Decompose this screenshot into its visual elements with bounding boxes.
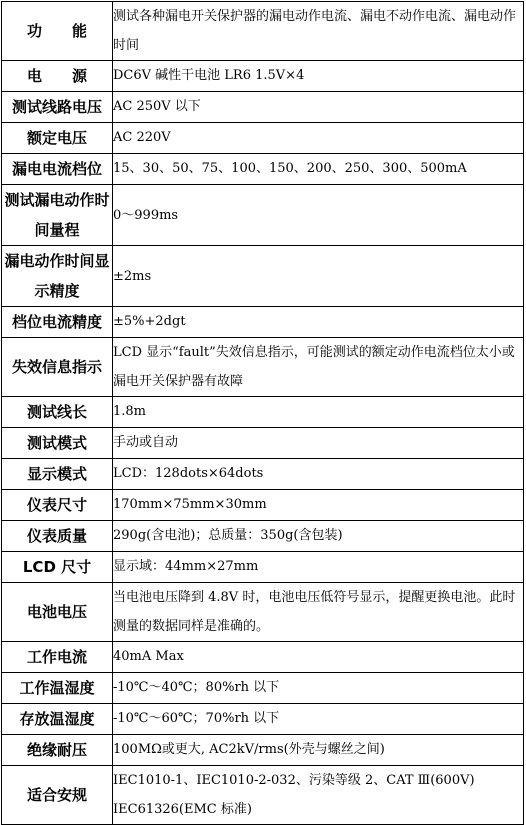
spec-row [2, 307, 524, 338]
spec-label: 适合安规 [2, 766, 113, 825]
spec-row [2, 338, 524, 397]
spec-row [2, 92, 524, 123]
spec-label: 功 能 [2, 2, 113, 61]
spec-label: 绝缘耐压 [2, 735, 113, 766]
spec-value: 手动或自动 [113, 428, 524, 459]
spec-value: LCD 显示“fault”失效信息指示，可能测试的额定动作电流档位太小或漏电开关保护器有故障 [113, 338, 524, 397]
spec-row [2, 428, 524, 459]
spec-value: 0～999ms [113, 185, 524, 246]
spec-label: 漏电电流档位 [2, 154, 113, 185]
spec-row [2, 459, 524, 490]
spec-value: ±5%+2dgt [113, 307, 524, 338]
spec-row [2, 246, 524, 307]
spec-label: 显示模式 [2, 459, 113, 490]
spec-value: IEC1010-1、IEC1010-2-032、污染等级 2、CAT Ⅲ(600V) IEC61326(EMC 标准) [113, 766, 524, 825]
spec-value: 15、30、50、75、100、150、200、250、300、500mA [113, 154, 524, 185]
spec-label: 存放温湿度 [2, 704, 113, 735]
spec-value: 测试各种漏电开关保护器的漏电动作电流、漏电不动作电流、漏电动作时间 [113, 2, 524, 61]
spec-label: 测试线路电压 [2, 92, 113, 123]
spec-row [2, 397, 524, 428]
spec-row [2, 123, 524, 154]
spec-table-body [2, 2, 524, 825]
spec-value: AC 220V [113, 123, 524, 154]
spec-row [2, 154, 524, 185]
spec-label: 电池电压 [2, 583, 113, 642]
spec-label: 电 源 [2, 61, 113, 92]
spec-label: LCD 尺寸 [2, 552, 113, 583]
spec-label: 测试漏电动作时间量程 [2, 185, 113, 246]
spec-value: 290g(含电池)；总质量：350g(含包装) [113, 521, 524, 552]
spec-value: DC6V 碱性干电池 LR6 1.5V×4 [113, 61, 524, 92]
spec-value: 显示域：44mm×27mm [113, 552, 524, 583]
spec-row [2, 521, 524, 552]
spec-row [2, 583, 524, 642]
spec-label: 测试模式 [2, 428, 113, 459]
spec-row [2, 704, 524, 735]
spec-value: -10℃～40℃；80%rh 以下 [113, 673, 524, 704]
spec-label: 额定电压 [2, 123, 113, 154]
spec-value: LCD：128dots×64dots [113, 459, 524, 490]
spec-row [2, 735, 524, 766]
spec-value: 40mA Max [113, 642, 524, 673]
spec-row [2, 185, 524, 246]
spec-row [2, 766, 524, 825]
spec-value: 170mm×75mm×30mm [113, 490, 524, 521]
spec-label: 仪表尺寸 [2, 490, 113, 521]
spec-label: 仪表质量 [2, 521, 113, 552]
spec-label: 档位电流精度 [2, 307, 113, 338]
spec-label: 工作温湿度 [2, 673, 113, 704]
spec-value: -10℃～60℃；70%rh 以下 [113, 704, 524, 735]
spec-value: 当电池电压降到 4.8V 时，电池电压低符号显示，提醒更换电池。此时测量的数据同样是准确的。 [113, 583, 524, 642]
spec-label: 工作电流 [2, 642, 113, 673]
spec-row [2, 552, 524, 583]
spec-row [2, 2, 524, 61]
spec-value: ±2ms [113, 246, 524, 307]
spec-row [2, 61, 524, 92]
spec-table [1, 1, 524, 825]
spec-value: AC 250V 以下 [113, 92, 524, 123]
spec-value: 100MΩ或更大, AC2kV/rms(外壳与螺丝之间) [113, 735, 524, 766]
spec-value: 1.8m [113, 397, 524, 428]
spec-label: 漏电动作时间显示精度 [2, 246, 113, 307]
spec-row [2, 490, 524, 521]
spec-row [2, 673, 524, 704]
spec-label: 测试线长 [2, 397, 113, 428]
spec-label: 失效信息指示 [2, 338, 113, 397]
spec-row [2, 642, 524, 673]
